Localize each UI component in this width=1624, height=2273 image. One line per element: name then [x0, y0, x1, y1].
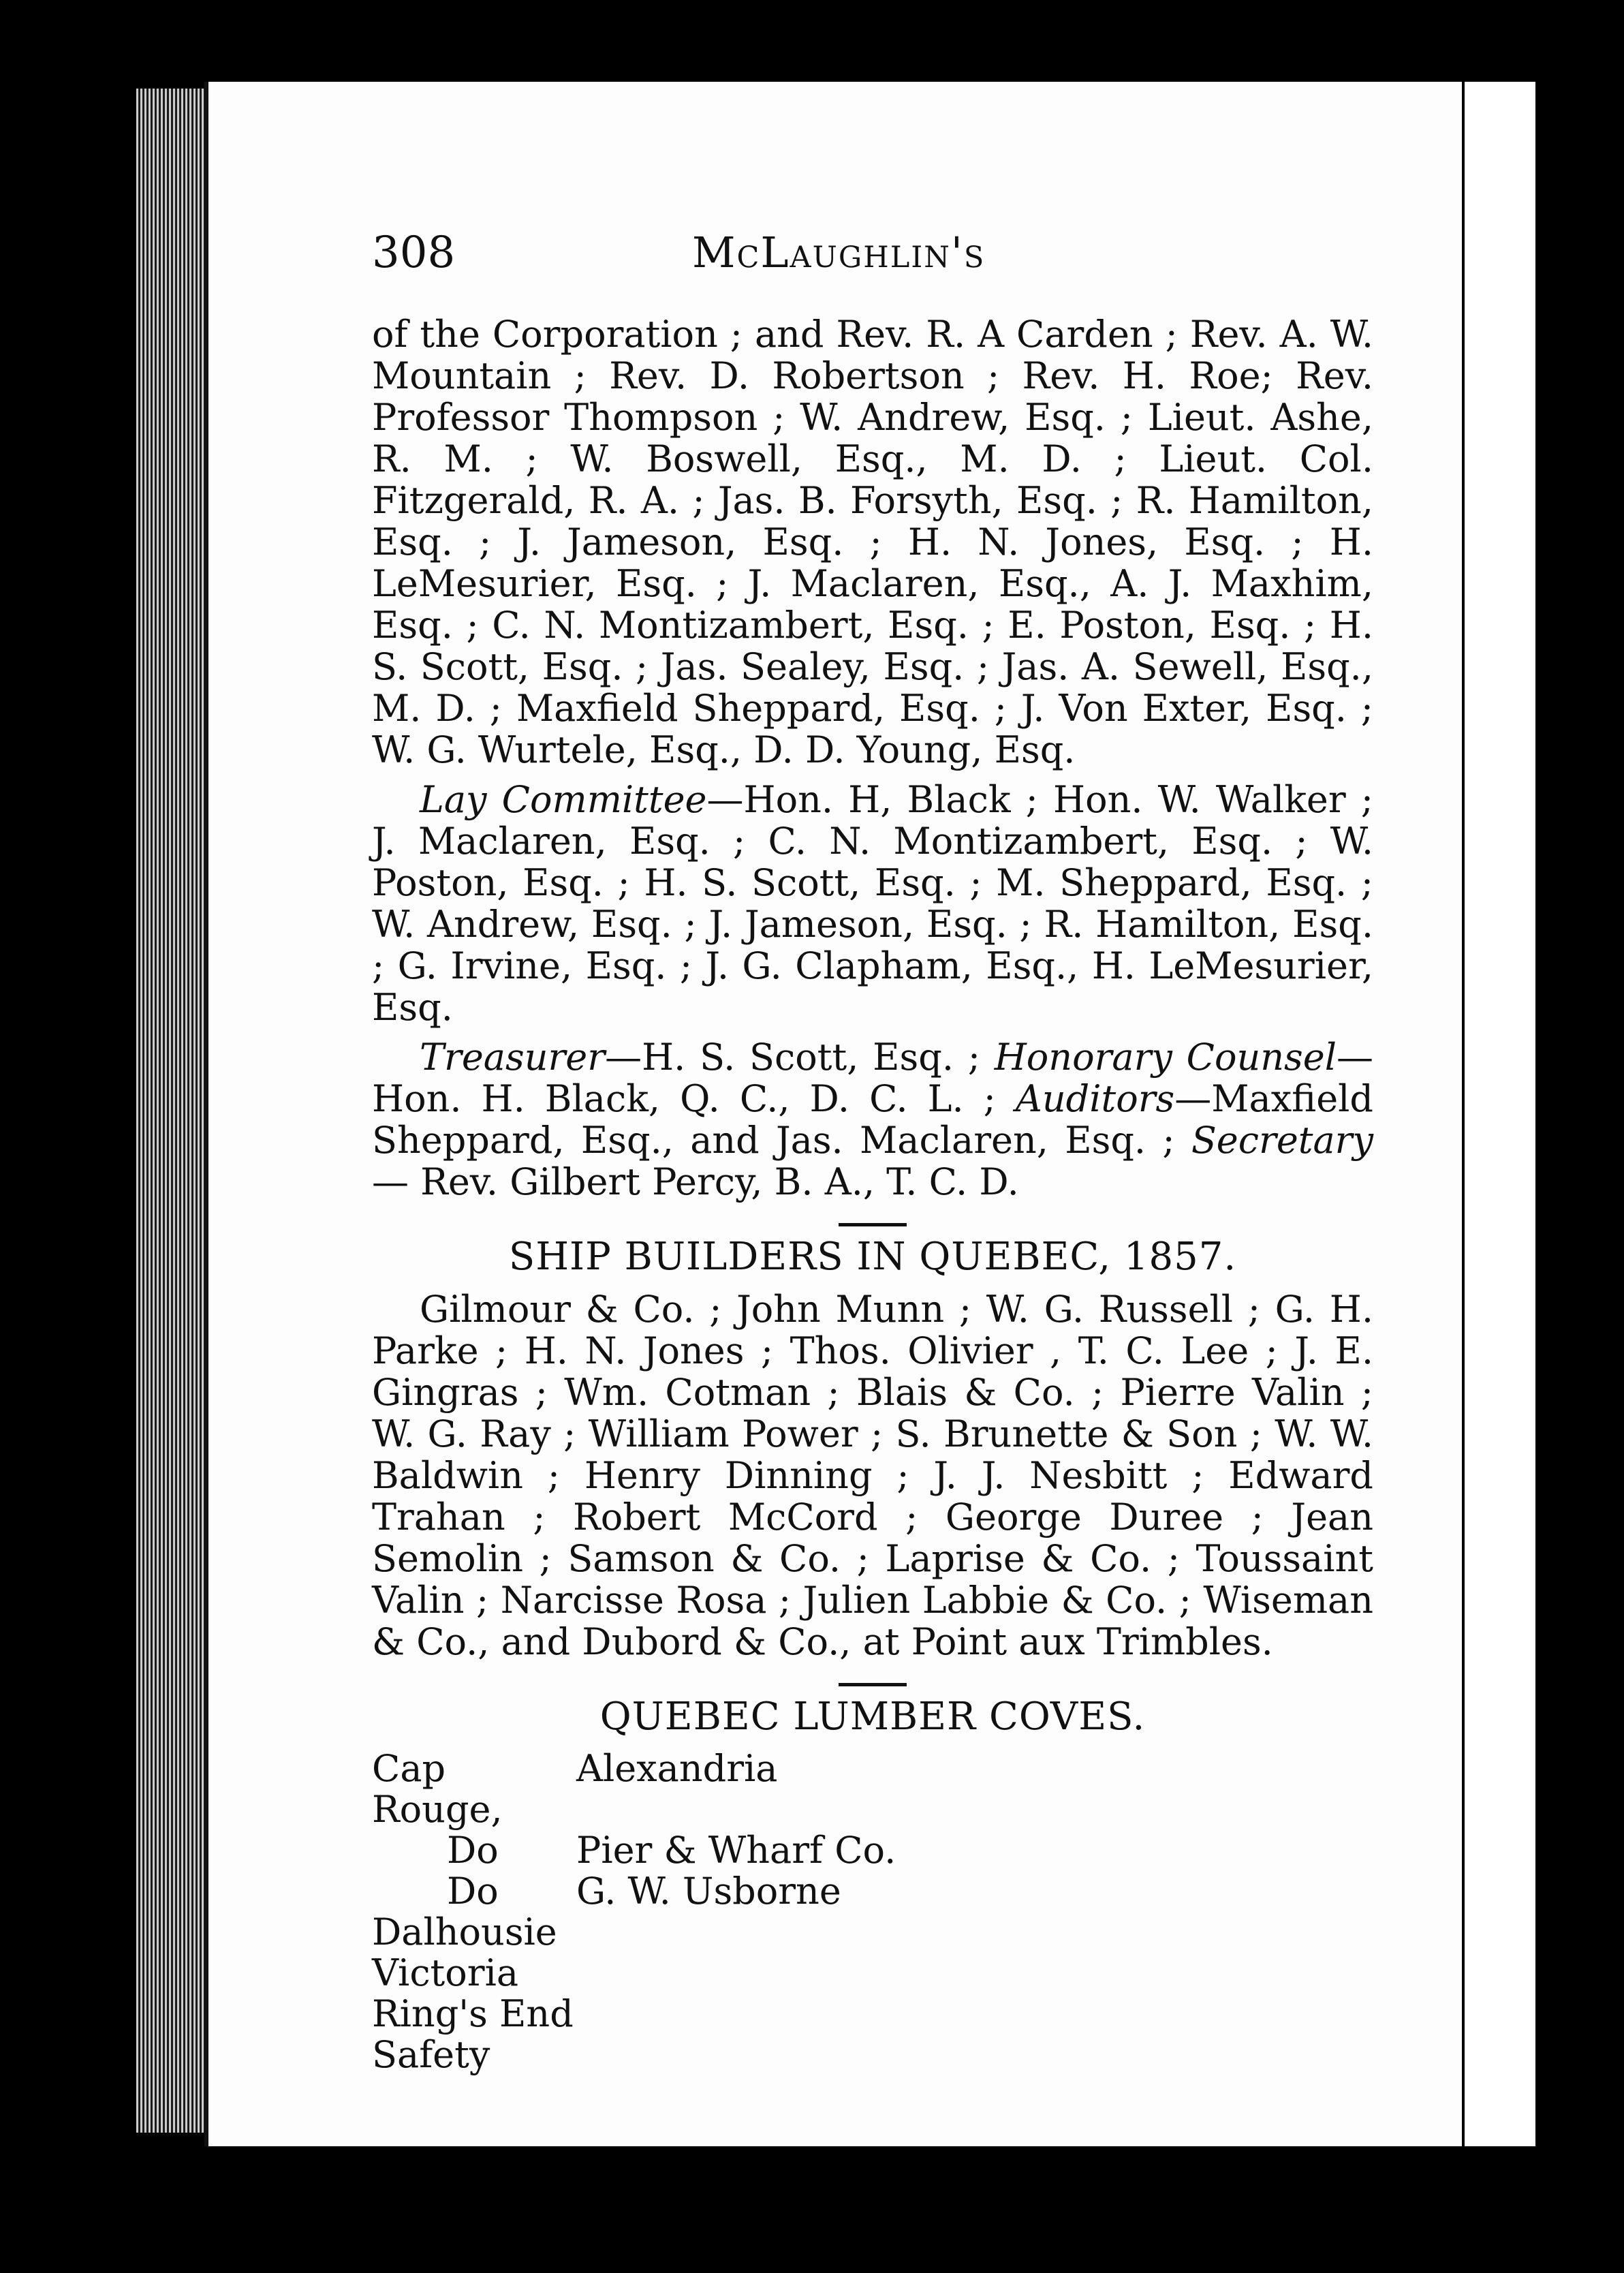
cove-name: Alexandria: [576, 1747, 778, 1790]
corporation-paragraph: of the Corporation ; and Rev. R. A Carden ; Rev. A. W. Mountain ; Rev. D. Robertson ; Rev. H. Roe; Rev. Professor Thompson ; W. Andrew, Esq. ; Lieut. Ashe, R. M. ; W. Boswell, Esq., M. D. ; Lieut. Col. Fitzgerald, R. A. ; Jas. B. Forsyth, Esq. ; R. Hamilton, Esq. ; J. Jameson, Esq. ; H. N. Jones, Esq. ; H. LeMesurier, Esq. ; J. Maclaren, Esq., A. J. Maxhim, Esq. ; C. N. Montizambert, Esq. ; E. Poston, Esq. ; H. S. Scott, Esq. ; Jas. Sealey, Esq. ; Jas. A. Sewell, Esq., M. D. ; Maxfield Sheppard, Esq. ; J. Von Exter, Esq. ; W. G. Wurtele, Esq., D. D. Young, Esq.: [372, 313, 1373, 771]
cove-name: G. W. Usborne: [576, 1870, 841, 1913]
treasurer-text: —H. S. Scott, Esq. ;: [605, 1036, 995, 1079]
list-item: [372, 1994, 1373, 2035]
shipbuilders-heading: SHIP BUILDERS IN QUEBEC, 1857.: [508, 1235, 1237, 1279]
page-body: [372, 313, 1373, 2075]
cove-place: Cap Rouge,: [372, 1747, 503, 1831]
cove-place: Dalhousie: [372, 1911, 557, 1953]
secretary-text: — Rev. Gilbert Percy, B. A., T. C. D.: [372, 1160, 1019, 1203]
counsel-label: Honorary Counsel: [994, 1036, 1337, 1079]
section-rule: [839, 1223, 907, 1226]
adjacent-page: [1465, 82, 1535, 2146]
running-head: [372, 228, 1360, 296]
shipbuilders-paragraph: Gilmour & Co. ; John Munn ; W. G. Russell ; G. H. Parke ; H. N. Jones ; Thos. Olivier , T. C. Lee ; J. E. Gingras ; Wm. Cotman ; Blais & Co. ; Pierre Valin ; W. G. Ray ; William Power ; S. Brunette & Son ; W. W. Baldwin ; Henry Dinning ; J. J. Nesbitt ; Edward Trahan ; Robert McCord ; George Duree ; Jean Semolin ; Samson & Co. ; Laprise & Co. ; Toussaint Valin ; Narcisse Rosa ; Julien Labbie & Co. ; Wiseman & Co., and Dubord & Co., at Point aux Trimbles.: [372, 1288, 1373, 1663]
lay-committee-paragraph: [372, 779, 1373, 1028]
list-item: [372, 1871, 1373, 1912]
counsel-text: — Hon. H. Black, Q. C., D. C. L. ;: [372, 1036, 1374, 1120]
list-item: [372, 1953, 1373, 1994]
lay-committee-text: —Hon. H, Black ; Hon. W. Walker ; J. Maclaren, Esq. ; C. N. Montizambert, Esq. ; W. Poston, Esq. ; H. S. Scott, Esq. ; M. Sheppard, Esq. ; W. Andrew, Esq. ; J. Jameson, Esq. ; R. Hamilton, Esq. ; G. Irvine, Esq. ; J. G. Clapham, Esq., H. LeMesurier, Esq.: [372, 778, 1373, 1029]
list-item: [372, 1912, 1373, 1953]
lumber-coves-list: [372, 1748, 1373, 2075]
section-rule: [839, 1683, 907, 1686]
page-number: 308: [372, 228, 456, 278]
auditors-label: Auditors: [1015, 1077, 1175, 1120]
page: [204, 82, 1462, 2146]
auditors-text: —Maxfield Sheppard, Esq., and Jas. Maclaren, Esq. ;: [372, 1077, 1373, 1162]
cove-place: Safety: [372, 2033, 490, 2076]
running-title: McLaughlin's: [692, 228, 986, 277]
cove-place: Do: [447, 1829, 499, 1872]
list-item: [372, 1748, 1373, 1830]
cove-place: Do: [447, 1870, 499, 1913]
treasurer-label: Treasurer: [420, 1036, 606, 1079]
secretary-label: Secretary: [1191, 1119, 1373, 1162]
cove-place: Victoria: [372, 1951, 519, 1994]
lay-committee-label: Lay Committee: [420, 778, 707, 821]
book-page-edges: [136, 89, 211, 2133]
lumber-coves-heading: QUEBEC LUMBER COVES.: [599, 1695, 1146, 1739]
cove-name: Pier & Wharf Co.: [576, 1829, 896, 1872]
cove-place: Ring's End: [372, 1992, 574, 2035]
list-item: [372, 1830, 1373, 1871]
list-item: [372, 2035, 1373, 2075]
officers-paragraph: [372, 1036, 1373, 1203]
